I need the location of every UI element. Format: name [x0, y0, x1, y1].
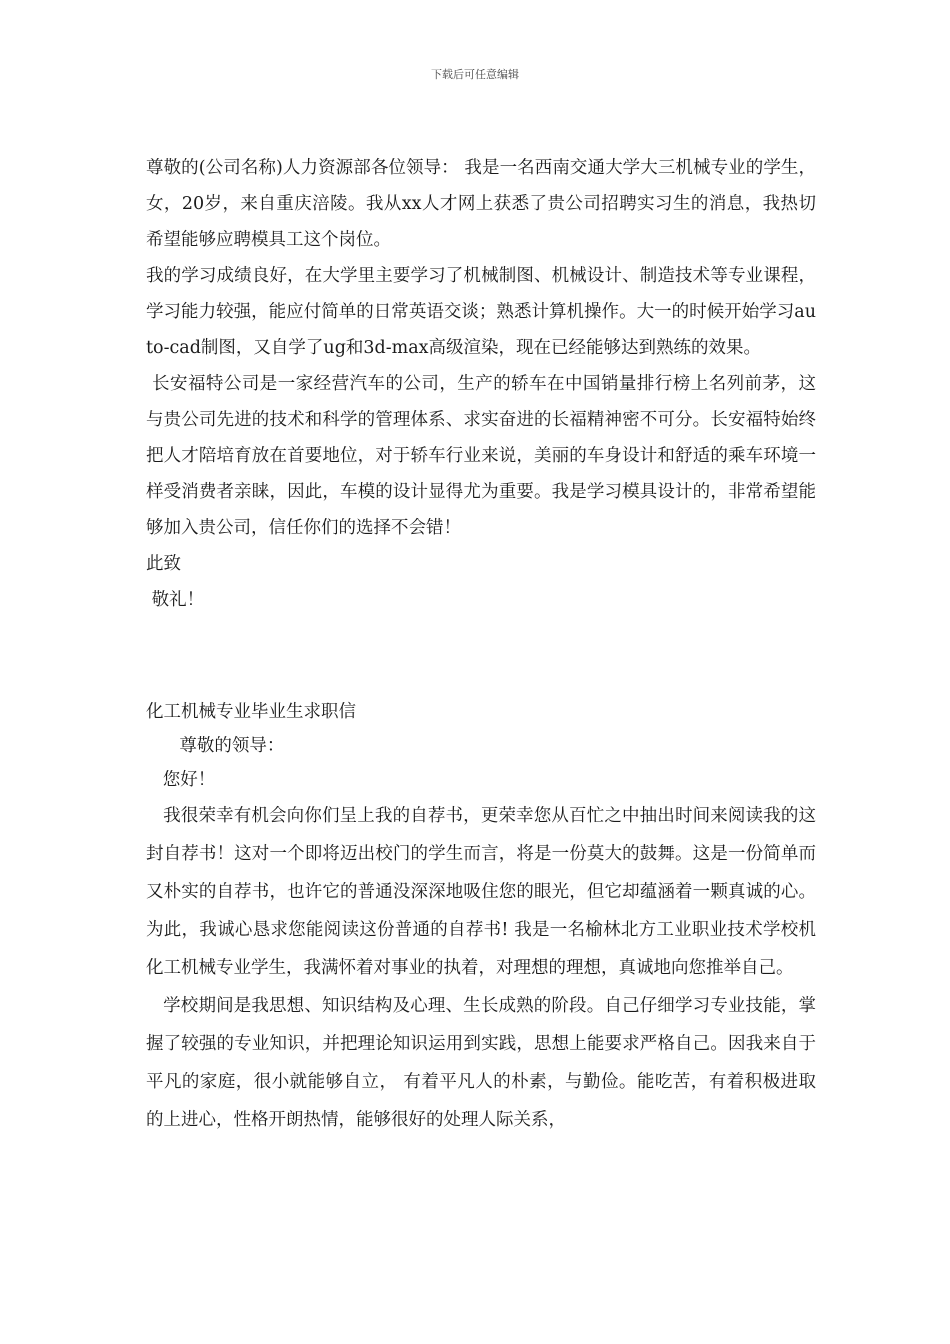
letter1-regards: 敬礼！ — [146, 590, 205, 610]
letter1-closing: 此致 — [146, 554, 181, 574]
letter2-title: 化工机械专业毕业生求职信 — [146, 702, 356, 722]
letter1-paragraph-3: 长安福特公司是一家经营汽车的公司，生产的轿车在中国销量排行榜上名列前茅，这与贵公司先进的技术和科学的管理体系、求实奋进的长福精神密不可分。长安福特始终把人才陪培育放在首要地位，对于轿车行业来说，美丽的车身设计和舒适的乘车环境一样受消费者亲睐，因此，车模的设计显得尤为重要。我是学习模具设计的，非常希望能够加入贵公司，信任你们的选择不会错！ — [146, 374, 816, 538]
letter2-greeting: 您好！ — [146, 770, 216, 790]
letter-one — [146, 150, 816, 618]
page-header-note: 下载后可任意编辑 — [431, 68, 519, 81]
letter2-salutation: 尊敬的领导： — [146, 736, 285, 756]
document-body — [146, 150, 816, 1139]
letter-two — [146, 695, 816, 1139]
letter1-paragraph-1: 尊敬的(公司名称)人力资源部各位领导： 我是一名西南交通大学大三机械专业的学生，女，20岁，来自重庆涪陵。我从xx人才网上获悉了贵公司招聘实习生的消息，我热切希望能够应聘模具工这个岗位。 — [146, 158, 816, 250]
section-spacer — [146, 618, 816, 695]
letter1-paragraph-2: 我的学习成绩良好，在大学里主要学习了机械制图、机械设计、制造技术等专业课程，学习能力较强，能应付简单的日常英语交谈；熟悉计算机操作。大一的时候开始学习auto-cad制图，又自学了ug和3d-max高级渲染，现在已经能够达到熟练的效果。 — [146, 266, 816, 358]
letter2-paragraph-2: 学校期间是我思想、知识结构及心理、生长成熟的阶段。自己仔细学习专业技能，掌握了较强的专业知识，并把理论知识运用到实践，思想上能要求严格自己。因我来自于平凡的家庭，很小就能够自立， 有着平凡人的朴素，与勤俭。能吃苦，有着积极进取的上进心，性格开朗热情，能够很好的处理人际关系， — [146, 996, 816, 1130]
letter2-paragraph-1: 我很荣幸有机会向你们呈上我的自荐书，更荣幸您从百忙之中抽出时间来阅读我的这封自荐书！这对一个即将迈出校门的学生而言，将是一份莫大的鼓舞。这是一份简单而又朴实的自荐书，也许它的普通没深深地吸住您的眼光，但它却蕴涵着一颗真诚的心。为此，我诚心恳求您能阅读这份普通的自荐书! 我是一名榆林北方工业职业技术学校机化工机械专业学生，我满怀着对事业的执着，对理想的理想，真诚地向您推举自己。 — [146, 806, 816, 978]
